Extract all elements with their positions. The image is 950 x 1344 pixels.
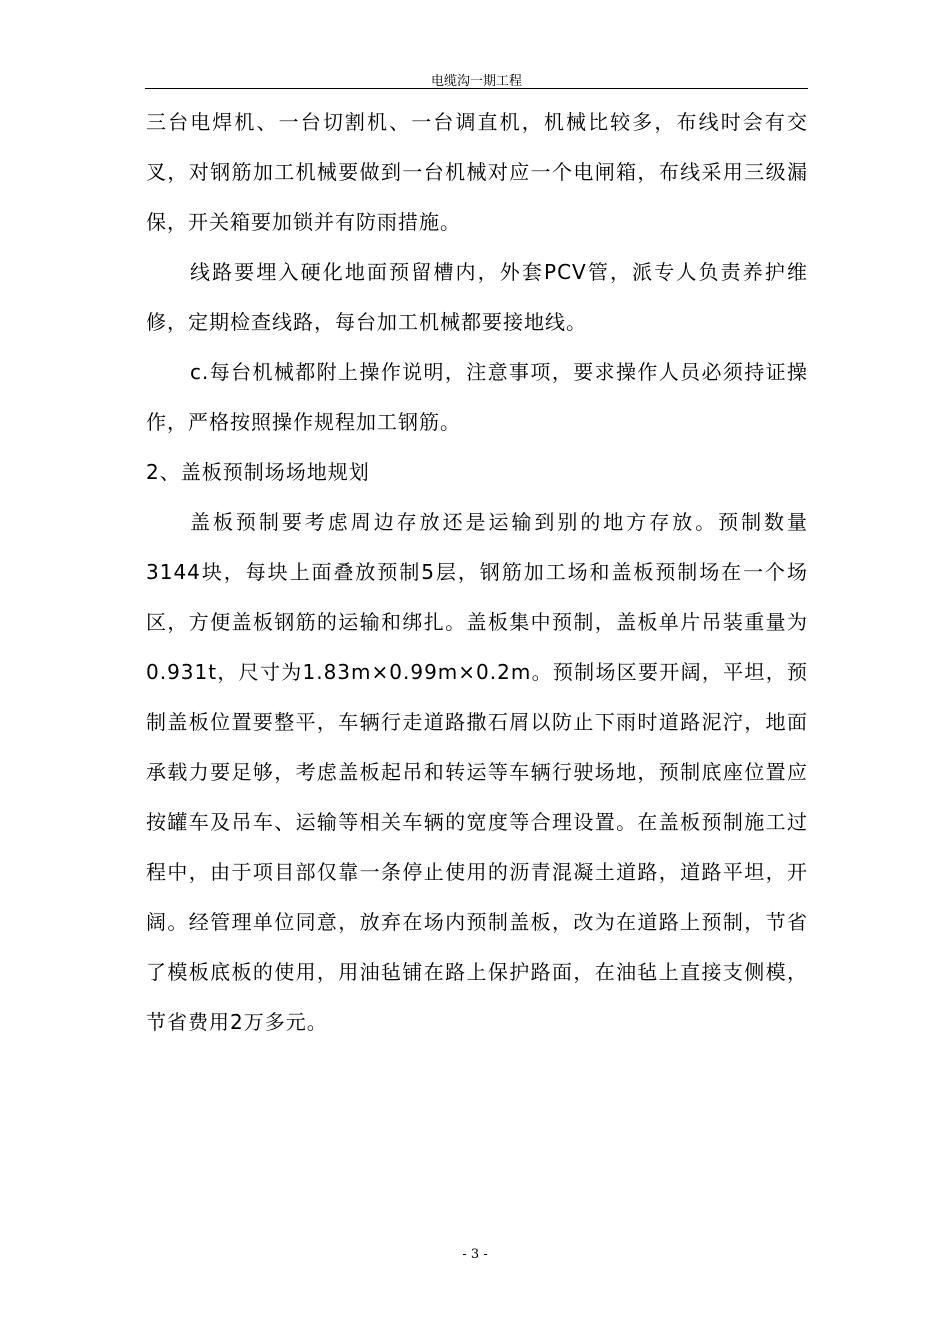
page-number: - 3 - (462, 1247, 488, 1262)
paragraph-operation-instructions: c.每台机械都附上操作说明，注意事项，要求操作人员必须持证操作，严格按照操作规程加工钢筋。 (146, 360, 808, 434)
paragraph-precast-yard: 盖板预制要考虑周边存放还是运输到别的地方存放。预制数量3144块，每块上面叠放预制5层，钢筋加工场和盖板预制场在一个场区，方便盖板钢筋的运输和绑扎。盖板集中预制，盖板单片吊装重量为0.931t，尺寸为1.83m×0.99m×0.2m。预制场区要开阔，平坦，预制盖板位置要整平，车辆行走道路撒石屑以防止下雨时道路泥泞，地面承载力要足够，考虑盖板起吊和转运等车辆行驶场地，预制底座位置应按罐车及吊车、运输等相关车辆的宽度等合理设置。在盖板预制施工过程中，由于项目部仅靠一条停止使用的沥青混凝土道路，道路平坦，开阔。经管理单位同意，放弃在场内预制盖板，改为在道路上预制，节省了模板底板的使用，用油毡铺在路上保护路面，在油毡上直接支侧模，节省费用2万多元。 (146, 510, 808, 1034)
paragraph-wiring: 线路要埋入硬化地面预留槽内，外套PCV管，派专人负责养护维修，定期检查线路，每台加工机械都要接地线。 (146, 260, 808, 334)
header-title: 电缆沟一期工程 (430, 74, 522, 89)
page-header (145, 70, 808, 89)
document-body (146, 97, 808, 1047)
section-heading: 2、盖板预制场场地规划 (146, 460, 370, 484)
paragraph-welding-machines: 三台电焊机、一台切割机、一台调直机，机械比较多，布线时会有交叉，对钢筋加工机械要做到一台机械对应一个电闸箱，布线采用三级漏保，开关箱要加锁并有防雨措施。 (146, 110, 808, 234)
